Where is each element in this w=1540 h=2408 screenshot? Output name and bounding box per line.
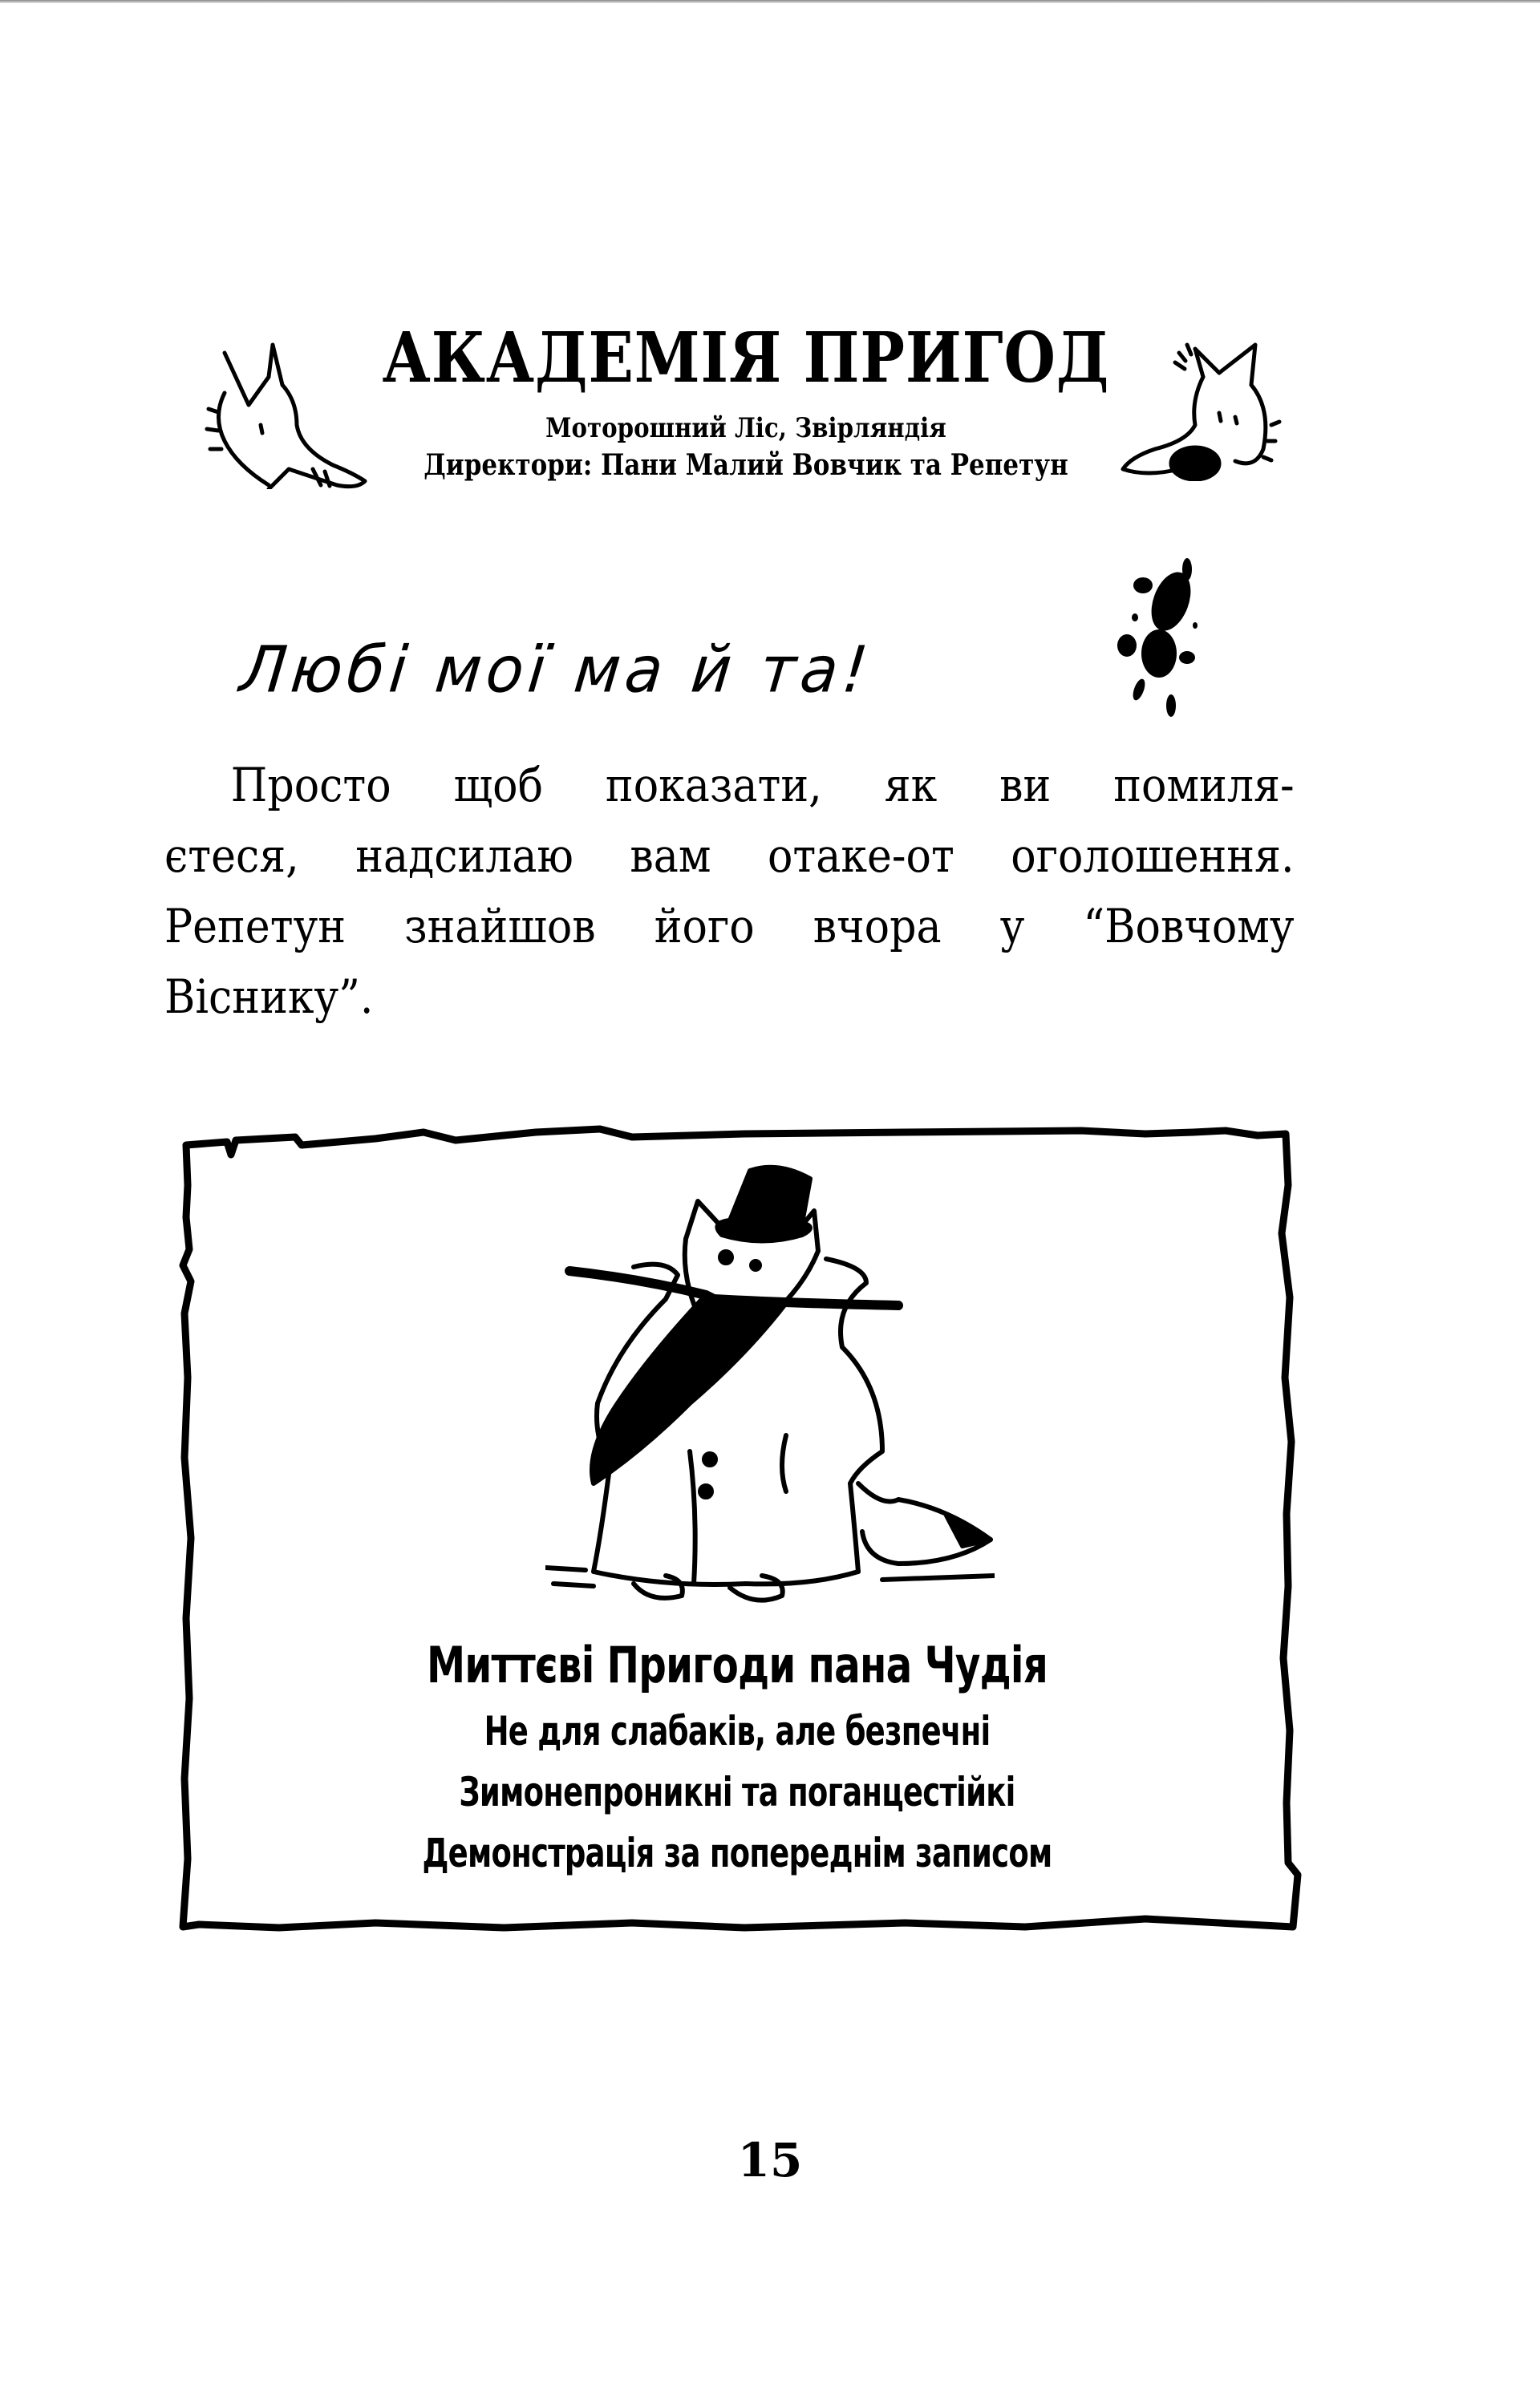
academy-directors: Директори: Пани Малий Вовчик та Репетун xyxy=(424,448,1068,482)
academy-location: Моторошний Ліс, Звірляндія xyxy=(545,412,946,444)
academy-title: АКАДЕМІЯ ПРИГОД xyxy=(382,318,1110,399)
advertisement-line: Зимонепроникні та поганцестійкі xyxy=(459,1769,1015,1815)
letter-line: Віснику”. xyxy=(164,969,374,1024)
ink-blot-icon xyxy=(1059,545,1219,722)
advertisement-line: Не для слабаків, але безпечні xyxy=(484,1708,991,1754)
page-number: 15 xyxy=(737,2133,803,2187)
advertisement-line: Демонстрація за попереднім записом xyxy=(422,1830,1052,1876)
letter-line: єтеся, надсилаю вам отаке-от оголошення. xyxy=(164,828,1295,883)
advertisement-frame xyxy=(183,1137,1291,1931)
letter-line: Репетун знайшов його вчора у “Вовчому xyxy=(164,899,1295,953)
page-top-edge xyxy=(0,0,1540,3)
letter-body xyxy=(164,750,1295,1032)
advertisement-title: Миттєві Пригоди пана Чудія xyxy=(427,1636,1048,1694)
letter-greeting: Любі мої ма й та! xyxy=(237,631,877,707)
advertisement-text xyxy=(183,1630,1291,1884)
letter-line: Просто щоб показати, як ви помиля- xyxy=(230,758,1295,812)
fox-in-top-hat-illustration xyxy=(545,1147,995,1612)
letterhead xyxy=(184,305,1307,489)
